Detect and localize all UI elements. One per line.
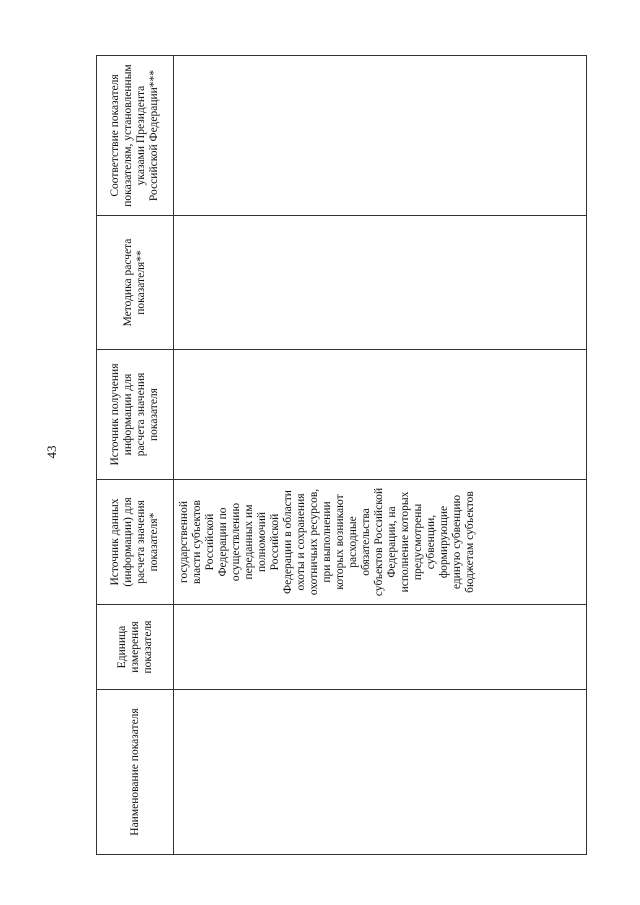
header-unit: Единица измерения показателя [97, 605, 174, 690]
cell-unit [174, 605, 587, 690]
cell-presidential-decree-compliance [174, 56, 587, 216]
cell-data-source: государственной власти субъектов Российской Федерации по осуществлению переданных им полномочий Российской Федерации в области охоты и сохранения охотничьих ресурсов, при выполнении которых возникают расходные обязательства субъектов Российской Федерации, на исполнение которых предусмотрены субвенции, формирующие единую субвенцию бюджетам субъектов [174, 480, 587, 605]
header-info-source: Источник получения информации для расчета значения показателя [97, 350, 174, 480]
header-calculation-method: Методика расчета показателя** [97, 216, 174, 350]
cell-indicator-name [174, 690, 587, 855]
indicators-table-frame [96, 56, 584, 855]
indicators-table [96, 55, 587, 855]
cell-calculation-method [174, 216, 587, 350]
table-row [174, 56, 587, 855]
header-presidential-decree-compliance: Соответствие показателя показателям, установленным указами Президента Российской Федерации*** [97, 56, 174, 216]
header-data-source: Источник данных (информации) для расчета значения показателя* [97, 480, 174, 605]
rotated-table-container [96, 56, 584, 855]
table-header-row [97, 56, 174, 855]
page-number: 43 [44, 445, 59, 459]
header-indicator-name: Наименование показателя [97, 690, 174, 855]
cell-info-source [174, 350, 587, 480]
